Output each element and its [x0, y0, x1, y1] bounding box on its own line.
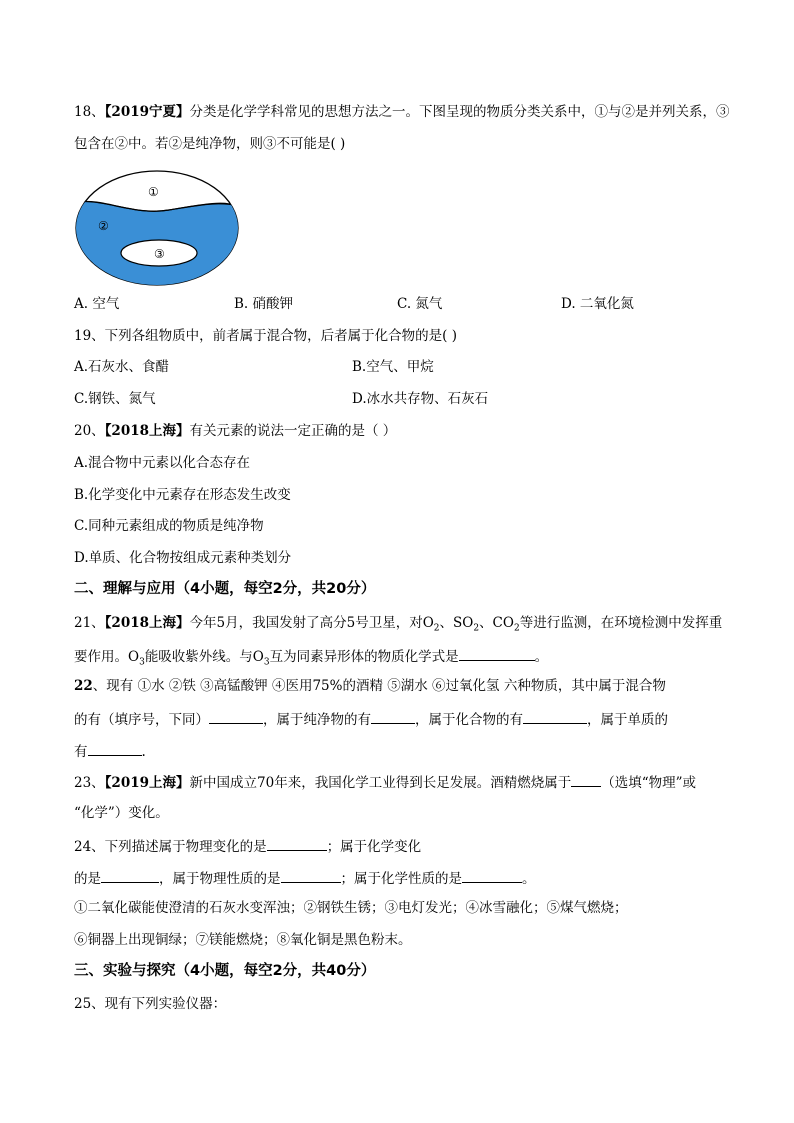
subscript: 3 — [263, 657, 270, 668]
q22-text-b: ，属于纯净物的有 — [263, 712, 371, 728]
q19-option-c: C.钢铁、氮气 — [74, 391, 156, 407]
q21-text-c: 、CO — [479, 615, 514, 631]
q24-line1 — [74, 836, 421, 856]
q18-source-tag: 【2019宁夏】 — [104, 104, 190, 120]
q21-line2 — [74, 646, 548, 672]
q22-text-line1: 、现有 ①水 ②铁 ③高锰酸钾 ④医用75%的酒精 ⑤湖水 ⑥过氧化氢 六种物质，其中属于混合物 — [92, 678, 666, 694]
q19-option-b: B.空气、甲烷 — [352, 359, 434, 375]
q21-text-d: 等进行监测，在环境检测中发挥重 — [519, 615, 723, 631]
q19-option-a: A.石灰水、食醋 — [74, 359, 170, 375]
q22-number: 22 — [74, 678, 93, 694]
q19-option-d: D.冰水共存物、石灰石 — [352, 391, 489, 407]
q20-number: 20、 — [74, 423, 105, 439]
q23-source-tag: 【2019上海】 — [104, 775, 190, 791]
q20-text: 有关元素的说法一定正确的是（ ） — [189, 423, 397, 439]
q18-line2: 包含在②中。若②是纯净物，则③不可能是( ) — [74, 136, 346, 152]
q23-text-b: （选填“物理”或 — [601, 775, 697, 791]
label-3: ③ — [154, 247, 165, 261]
answer-blank[interactable] — [88, 741, 142, 756]
q24-line4: ⑥铜器上出现铜绿；⑦镁能燃烧；⑧氧化铜是黑色粉末。 — [74, 932, 412, 948]
q21-text-end: 。 — [534, 649, 549, 665]
q20-option-b: B.化学变化中元素存在形态发生改变 — [74, 487, 291, 503]
q24-text-c: 的是 — [74, 871, 101, 887]
answer-blank[interactable] — [459, 646, 535, 661]
q23-line2: “化学”）变化。 — [74, 805, 169, 821]
q21-number: 21、 — [74, 615, 105, 631]
label-2: ② — [98, 219, 109, 233]
q24-text-d: ，属于物理性质的是 — [159, 871, 281, 887]
q22-text-e: 有 — [74, 744, 88, 760]
subscript: 2 — [473, 623, 480, 634]
q22-text-d: ，属于单质的 — [587, 712, 668, 728]
answer-blank[interactable] — [462, 868, 522, 883]
q24-line2 — [74, 868, 536, 888]
q22-line1 — [74, 677, 666, 695]
q25-text: 25、现有下列实验仪器： — [74, 996, 227, 1012]
answer-blank[interactable] — [571, 772, 601, 787]
q20-line — [74, 422, 396, 440]
q21-text-g: 互为同素异形体的物质化学式是 — [269, 649, 459, 665]
subscript: 2 — [513, 623, 520, 634]
q20-option-c: C.同种元素组成的物质是纯净物 — [74, 518, 264, 534]
q21-text-e: 要作用。O — [74, 649, 140, 665]
classification-diagram — [74, 168, 240, 286]
q19-text: 19、下列各组物质中，前者属于混合物，后者属于化合物的是( ) — [74, 328, 458, 344]
q21-line1 — [74, 614, 722, 638]
answer-blank[interactable] — [371, 709, 415, 724]
q21-text-f: 能吸收紫外线。与O — [144, 649, 264, 665]
q23-number: 23、 — [74, 775, 105, 791]
section-3-heading: 三、实验与探究（4小题，每空2分，共40分） — [74, 963, 376, 979]
q24-line3: ①二氧化碳能使澄清的石灰水变浑浊；②钢铁生锈；③电灯发光；④冰雪融化；⑤煤气燃烧； — [74, 900, 628, 916]
q23-line1 — [74, 772, 696, 792]
q24-text-end: 。 — [522, 871, 536, 887]
q18-option-a: A. 空气 — [74, 296, 120, 312]
label-1: ① — [148, 185, 159, 199]
q22-text-a: 的有（填序号，下同） — [74, 712, 209, 728]
answer-blank[interactable] — [523, 709, 587, 724]
q18-line1 — [74, 103, 730, 121]
answer-blank[interactable] — [281, 868, 341, 883]
q24-text-e: ；属于化学性质的是 — [340, 871, 462, 887]
q22-line3 — [74, 741, 146, 761]
q24-text-a: 24、下列描述属于物理变化的是 — [74, 839, 267, 855]
q20-option-d: D.单质、化合物按组成元素种类划分 — [74, 550, 292, 566]
q18-option-c: C. 氮气 — [397, 296, 443, 312]
answer-blank[interactable] — [267, 836, 327, 851]
q20-option-a: A.混合物中元素以化合态存在 — [74, 455, 251, 471]
q24-text-b: ；属于化学变化 — [326, 839, 422, 855]
q20-source-tag: 【2018上海】 — [104, 423, 190, 439]
subscript: 2 — [433, 623, 440, 634]
q21-source-tag: 【2018上海】 — [104, 615, 190, 631]
q21-text-a: 今年5月，我国发射了高分5号卫星，对O — [189, 615, 434, 631]
answer-blank[interactable] — [209, 709, 263, 724]
subscript: 3 — [139, 657, 145, 668]
q23-text-a: 新中国成立70年来，我国化学工业得到长足发展。酒精燃烧属于 — [189, 775, 572, 791]
q18-number: 18、 — [74, 104, 105, 120]
section-2-heading: 二、理解与应用（4小题，每空2分，共20分） — [74, 581, 376, 597]
q21-text-b: 、SO — [439, 615, 474, 631]
q22-text-end: . — [141, 744, 146, 760]
q18-option-b: B. 硝酸钾 — [234, 296, 294, 312]
q22-line2 — [74, 709, 668, 729]
answer-blank[interactable] — [101, 868, 159, 883]
q18-option-d: D. 二氧化氮 — [561, 296, 634, 312]
q18-text-line1: 分类是化学学科常见的思想方法之一。下图呈现的物质分类关系中，①与②是并列关系，③ — [189, 104, 730, 120]
q22-text-c: ，属于化合物的有 — [415, 712, 523, 728]
